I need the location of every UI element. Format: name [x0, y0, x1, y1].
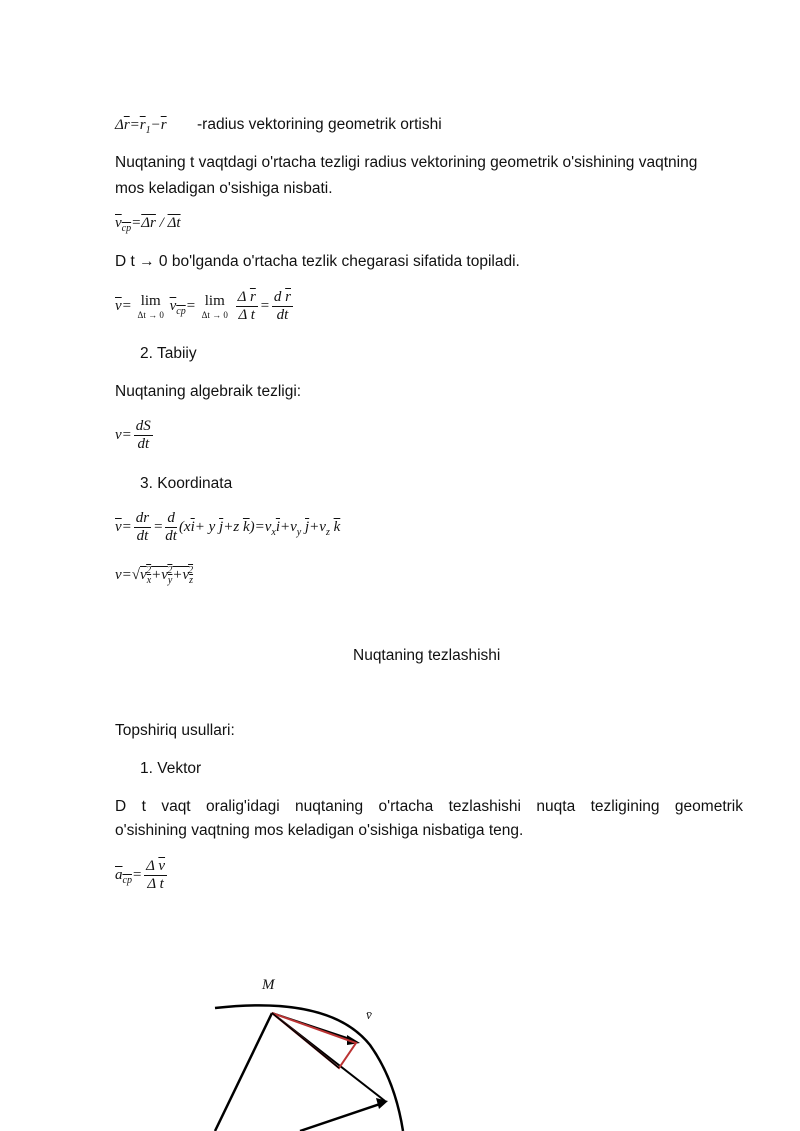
- section-heading: Nuqtaning tezlashishi: [353, 647, 501, 664]
- list-item-vektor: 1. Vektor: [140, 760, 202, 777]
- radius-vector-r: [215, 1013, 272, 1131]
- point-m-label: M: [262, 977, 275, 993]
- paragraph-algebraic-velocity: Nuqtaning algebraik tezligi:: [115, 383, 302, 400]
- list-item-koordinata: 3. Koordinata: [140, 475, 233, 492]
- paragraph-avg-velocity-line2: mos keladigan o'sishiga nisbati.: [115, 180, 333, 197]
- paragraph-methods: Topshiriq usullari:: [115, 722, 235, 739]
- formula-avg-acceleration: $a_{cp}=$ $\frac{\Delta \overline{v}}{\text{Δ t}}$: [115, 858, 166, 893]
- list-item-tabiiy: 2. Tabiiy: [140, 345, 197, 362]
- red-velocity-triangle: [272, 1013, 356, 1068]
- formula-algebraic-velocity: v= $\frac{dS}{dt}$: [115, 418, 151, 453]
- formula-velocity-limit: $\overline{v}=$ lim Δt → 0 $v_{cp}=$ lim Δt → 0 $\frac{\Delta \overline{r}}{\text{Δ t}}$ = $\frac{d \overline{r}}{dt}$: [115, 289, 291, 324]
- formula-velocity-magnitude: $v=√v_x^2+v_y^2+v_z^2$: [115, 565, 194, 586]
- radius-vector-r1: [300, 1103, 383, 1131]
- formula-avg-velocity: $v_{cp}=\overline{\Delta r} / \overline{\Delta t}$: [115, 215, 181, 234]
- radius-vector-text: -radius vektorining geometrik ortishi: [197, 116, 442, 133]
- trajectory-arc: [215, 1005, 403, 1131]
- paragraph-avg-velocity-line1: Nuqtaning t vaqtdagi o'rtacha tezligi radius vektorining geometrik o'sishining vaqtning: [115, 154, 698, 171]
- paragraph-avg-acceleration-line2: o'sishining vaqtning mos keladigan o'sishiga nisbatiga teng.: [115, 822, 524, 839]
- formula-delta-r: $\Delta\overline{r}=\overline{r}_1-\overline{r}$: [115, 117, 167, 136]
- paragraph-avg-acceleration-line1: D t vaqt oralig'idagi nuqtaning o'rtacha tezlashishi nuqta tezligining geometrik: [115, 798, 743, 815]
- formula-coordinate-velocity: $\overline{v}=$ $\frac{dr}{dt}$ = $\frac{d}{dt}$ ($x\overline{i}+ y$ $\overline{j}+z$ $\overline{k})=v_x\overline{i}+v_y$ $\overline{j}+v_z$ $\overline{k}$: [115, 510, 341, 545]
- paragraph-limit: D t → 0 bo'lganda o'rtacha tezlik chegarasi sifatida topiladi.: [115, 253, 520, 270]
- velocity-label: v̄: [366, 1007, 372, 1022]
